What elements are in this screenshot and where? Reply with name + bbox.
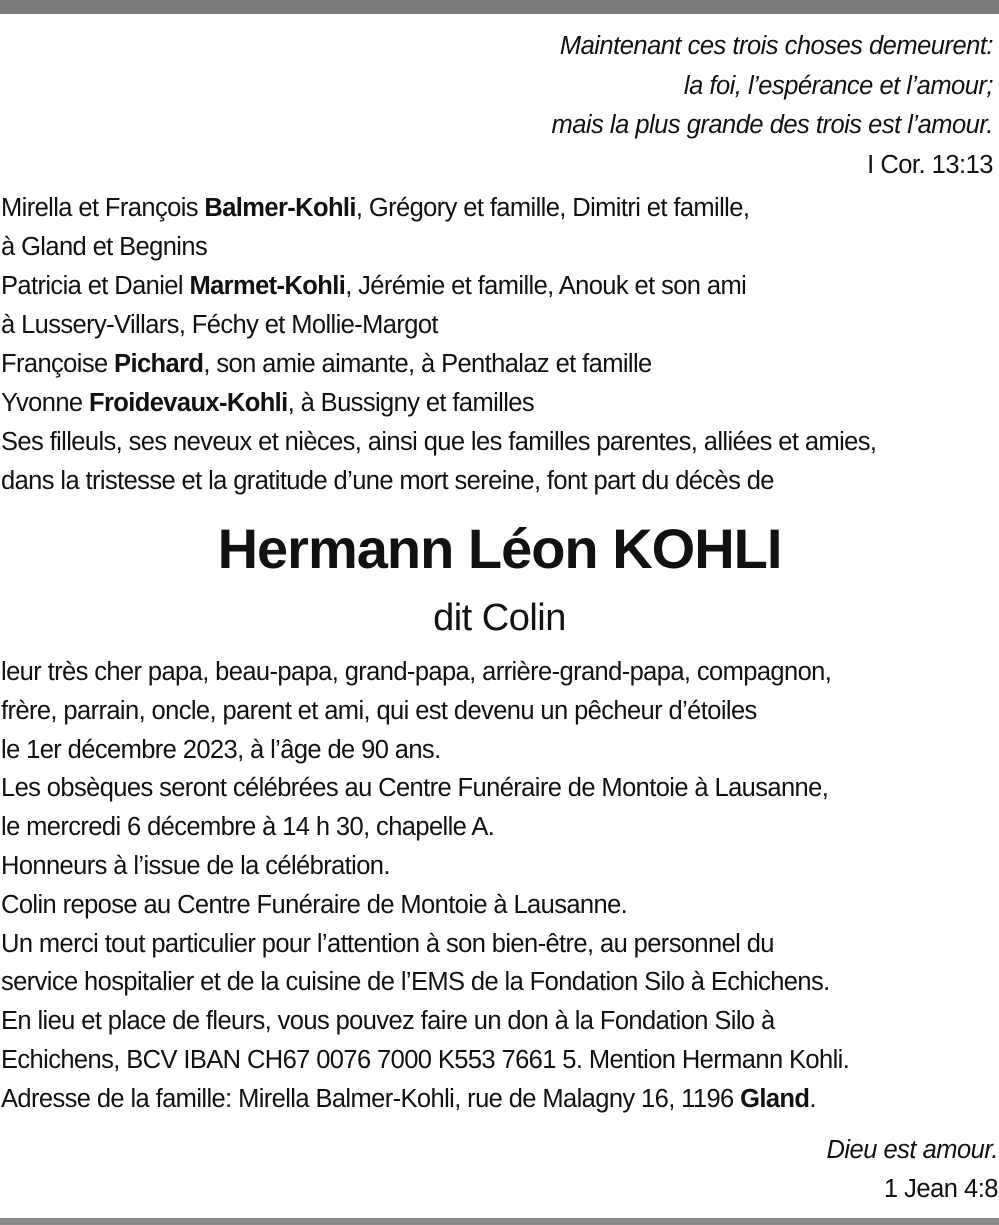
family-line: Ses filleuls, ses neveux et nièces, ainsi que les familles parentes, alliées et amies, [1,428,877,456]
body-line: En lieu et place de fleurs, vous pouvez faire un don à la Fondation Silo à [1,1007,775,1036]
address-text: . [809,1084,816,1113]
family-address [1,1080,998,1119]
top-rule [0,0,999,14]
epigraph-line: Maintenant ces trois choses demeurent: [559,32,993,60]
family-line [1,384,999,423]
family-line [1,345,999,384]
family-line: dans la tristesse et la gratitude d’une mort sereine, font part du décès de [1,467,774,495]
family-surname: Marmet-Kohli [189,272,346,300]
body-line: Honneurs à l’issue de la célébration. [1,851,390,880]
bottom-rule [0,1218,999,1225]
family-text: Mirella et François [1,194,205,222]
family-text: Yvonne [1,389,89,417]
body-line: frère, parrain, oncle, parent et ami, qui est devenu un pêcheur d’étoiles [1,696,757,725]
body-line: Echichens, BCV IBAN CH67 0076 7000 K553 7661 5. Mention Hermann Kohli. [1,1045,850,1074]
family-text: , à Bussigny et familles [287,389,535,417]
closing-quote: Dieu est amour. [826,1136,998,1164]
family-text: , Grégory et famille, Dimitri et famille, [355,194,750,222]
family-announcement [1,189,999,501]
epigraph [293,27,993,185]
closing-verse [498,1131,998,1209]
address-text: Adresse de la famille: Mirella Balmer-Kohli, rue de Malagny 16, 1196 [1,1084,741,1113]
body-line: le 1er décembre 2023, à l’âge de 90 ans. [1,735,441,764]
body-line: leur très cher papa, beau-papa, grand-papa, arrière-grand-papa, compagnon, [1,658,832,686]
family-line: à Lussery-Villars, Féchy et Mollie-Margot [1,311,438,339]
epigraph-line: la foi, l’espérance et l’amour; [683,71,993,100]
family-text: Patricia et Daniel [1,272,190,300]
family-text: Françoise [1,350,115,378]
body-line: service hospitalier et de la cuisine de l’EMS de la Fondation Silo à Echichens. [1,968,830,997]
family-line: à Gland et Begnins [1,233,208,261]
family-surname: Balmer-Kohli [204,194,356,222]
epigraph-reference: I Cor. 13:13 [867,150,993,179]
body-line: le mercredi 6 décembre à 14 h 30, chapelle A. [1,813,495,842]
deceased-name: Hermann Léon KOHLI [217,517,782,580]
family-surname: Pichard [114,350,204,378]
family-text: , son amie aimante, à Penthalaz et famille [203,350,652,378]
body-line: Un merci tout particulier pour l’attention à son bien-être, au personnel du [1,929,774,958]
family-surname: Froidevaux-Kohli [88,389,288,417]
closing-reference: 1 Jean 4:8 [883,1175,998,1203]
family-text: , Jérémie et famille, Anouk et son ami [345,272,747,300]
address-town: Gland [740,1084,810,1113]
body-line: Les obsèques seront célébrées au Centre Funéraire de Montoie à Lausanne, [1,774,829,803]
announcement-body [1,653,998,1119]
family-line [1,267,999,306]
deceased-alias: dit Colin [433,597,566,639]
body-line: Colin repose au Centre Funéraire de Montoie à Lausanne. [1,890,628,919]
epigraph-line: mais la plus grande des trois est l’amour. [551,111,993,139]
family-line [1,189,999,228]
